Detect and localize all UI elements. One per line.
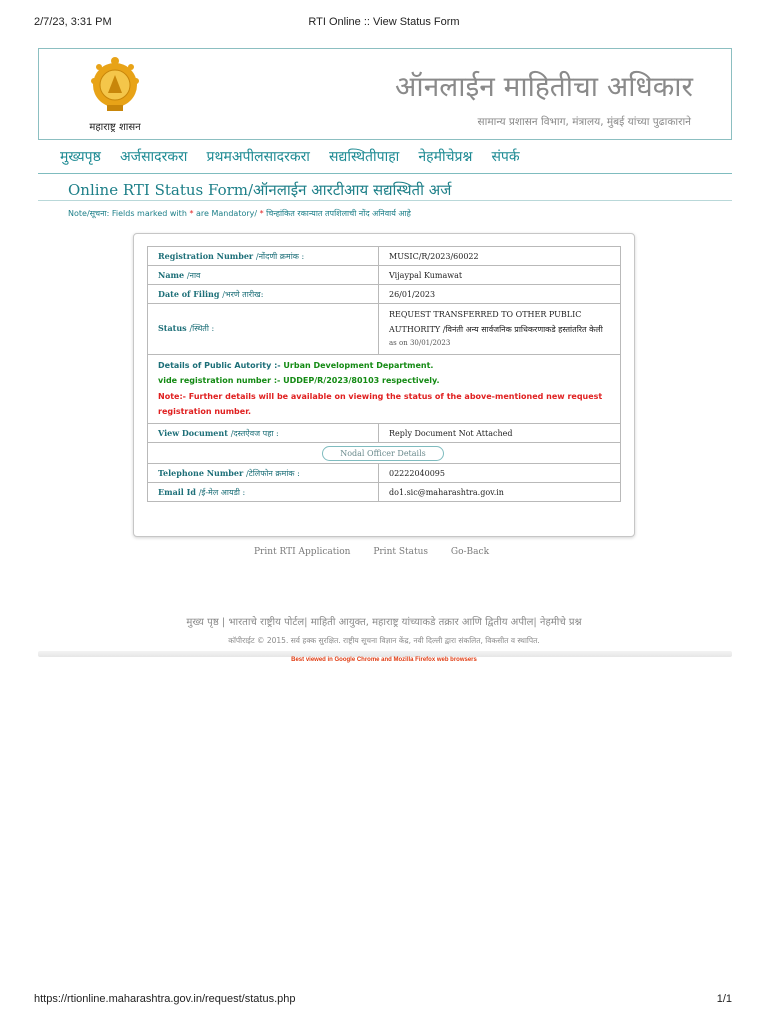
nav-divider bbox=[38, 173, 732, 174]
site-title: ऑनलाईन माहितीचा अधिकार bbox=[395, 70, 693, 103]
note-suffix: चिन्हांकित रकान्यात तपशिलाची नोंद अनिवार्य आहे bbox=[263, 209, 411, 218]
status-table bbox=[147, 246, 621, 502]
print-title: RTI Online :: View Status Form bbox=[308, 16, 460, 28]
email-label bbox=[148, 483, 379, 502]
status-card bbox=[133, 233, 635, 537]
details-registration-number: vide registration number :- UDDEP/R/2023/80103 respectively. bbox=[158, 376, 440, 386]
document-label bbox=[148, 424, 379, 443]
telephone-label bbox=[148, 464, 379, 483]
note-prefix: Note/सूचना: Fields marked with bbox=[68, 209, 190, 218]
date-label-en: Date of Filing bbox=[158, 288, 223, 299]
nav-submit-request[interactable]: अर्जसादरकरा bbox=[119, 149, 188, 165]
go-back-link[interactable]: Go-Back bbox=[450, 547, 490, 557]
document-value: Reply Document Not Attached bbox=[379, 424, 621, 443]
mandatory-note bbox=[68, 208, 411, 219]
nodal-officer-details-button[interactable]: Nodal Officer Details bbox=[322, 446, 444, 461]
name-label bbox=[148, 266, 379, 285]
print-footer bbox=[0, 993, 768, 1009]
action-links bbox=[254, 547, 554, 557]
footer-links[interactable]: मुख्य पृष्ठ | भारताचे राष्ट्रीय पोर्टल| माहिती आयुक्त, महाराष्ट्र यांच्याकडे तक्रार आणि द्वितीय अपील| नेहमीचे प्रश्न bbox=[186, 617, 582, 628]
row-name bbox=[148, 266, 621, 285]
registration-value: MUSIC/R/2023/60022 bbox=[379, 247, 621, 266]
date-value: 26/01/2023 bbox=[379, 285, 621, 304]
email-value: do1.sic@maharashtra.gov.in bbox=[379, 483, 621, 502]
row-document bbox=[148, 424, 621, 443]
telephone-label-en: Telephone Number bbox=[158, 467, 246, 478]
nav-faq[interactable]: नेहमीचेप्रश्न bbox=[418, 149, 473, 165]
registration-label bbox=[148, 247, 379, 266]
row-email bbox=[148, 483, 621, 502]
row-details bbox=[148, 354, 621, 423]
nav-submit-first-appeal[interactable]: प्रथमअपीलसादरकरा bbox=[206, 149, 310, 165]
row-telephone bbox=[148, 464, 621, 483]
details-cell bbox=[148, 354, 621, 423]
name-label-en: Name bbox=[158, 269, 187, 280]
print-datetime: 2/7/23, 3:31 PM bbox=[34, 16, 112, 28]
print-status-link[interactable]: Print Status bbox=[373, 547, 429, 557]
details-authority-label: Details of Public Autority :- bbox=[158, 360, 284, 370]
row-date bbox=[148, 285, 621, 304]
details-public-authority bbox=[158, 358, 610, 374]
telephone-value: 02222040095 bbox=[379, 464, 621, 483]
main-nav bbox=[60, 146, 740, 170]
site-subtitle: सामान्य प्रशासन विभाग, मंत्रालय, मुंबई यांच्या पुढाकाराने bbox=[477, 116, 691, 128]
browser-note: Best viewed in Google Chrome and Mozilla Firefox web browsers bbox=[291, 657, 477, 663]
print-page-number: 1/1 bbox=[716, 993, 732, 1005]
status-value: REQUEST TRANSFERRED TO OTHER PUBLIC AUTHORITY /विनंती अन्य सार्वजनिक प्राधिकरणाकडे हस्तांतरित केली bbox=[389, 310, 603, 335]
status-as-on: as on 30/01/2023 bbox=[389, 339, 451, 348]
nodal-cell bbox=[148, 443, 621, 464]
maharashtra-seal-icon bbox=[89, 55, 141, 119]
note-mid: are Mandatory/ bbox=[193, 209, 260, 218]
name-value: Vijaypal Kumawat bbox=[379, 266, 621, 285]
print-url: https://rtionline.maharashtra.gov.in/request/status.php bbox=[34, 993, 296, 1005]
status-label-en: Status bbox=[158, 323, 190, 334]
nav-home[interactable]: मुख्यपृष्ठ bbox=[60, 149, 101, 165]
status-label bbox=[148, 304, 379, 355]
form-title: Online RTI Status Form/ऑनलाईन आरटीआय सद्यस्थिती अर्ज bbox=[68, 181, 452, 199]
print-header bbox=[0, 16, 768, 32]
name-label-hi: /नाव bbox=[186, 270, 201, 280]
row-nodal bbox=[148, 443, 621, 464]
copyright: कॉपीराईट © 2015. सर्व हक्क सुरक्षित. राष्ट्रीय सूचना विज्ञान केंद्र, नवी दिल्ली द्वारा संकलित, विकसीत व स्थापित. bbox=[228, 636, 540, 645]
date-label bbox=[148, 285, 379, 304]
emblem-caption: महाराष्ट्र शासन bbox=[89, 122, 141, 133]
email-label-hi: /ई-मेल आयडी : bbox=[198, 487, 246, 497]
status-value-cell bbox=[379, 304, 621, 355]
form-title-divider bbox=[38, 200, 732, 201]
date-label-hi: /भरणे तारीख: bbox=[222, 289, 264, 299]
nav-contact[interactable]: संपर्क bbox=[491, 149, 520, 165]
print-application-link[interactable]: Print RTI Application bbox=[254, 547, 351, 557]
email-label-en: Email Id bbox=[158, 486, 199, 497]
details-note: Note:- Further details will be available on viewing the status of the above-mentioned new request registration number. bbox=[158, 391, 603, 417]
note-star: * bbox=[189, 209, 194, 218]
registration-label-en: Registration Number bbox=[158, 250, 256, 261]
document-label-en: View Document bbox=[158, 427, 231, 438]
nav-view-status[interactable]: सद्यस्थितीपाहा bbox=[329, 149, 400, 165]
note-star-2: * bbox=[259, 209, 264, 218]
telephone-label-hi: /टेलिफोन क्रमांक : bbox=[245, 468, 300, 478]
document-label-hi: /दस्तऐवज पहा : bbox=[230, 428, 279, 438]
row-registration bbox=[148, 247, 621, 266]
site-header bbox=[38, 48, 732, 140]
row-status bbox=[148, 304, 621, 355]
details-authority-value: Urban Development Department. bbox=[283, 360, 434, 370]
status-label-hi: /स्थिती : bbox=[189, 324, 215, 334]
registration-label-hi: /नोंदणी क्रमांक : bbox=[255, 251, 305, 261]
